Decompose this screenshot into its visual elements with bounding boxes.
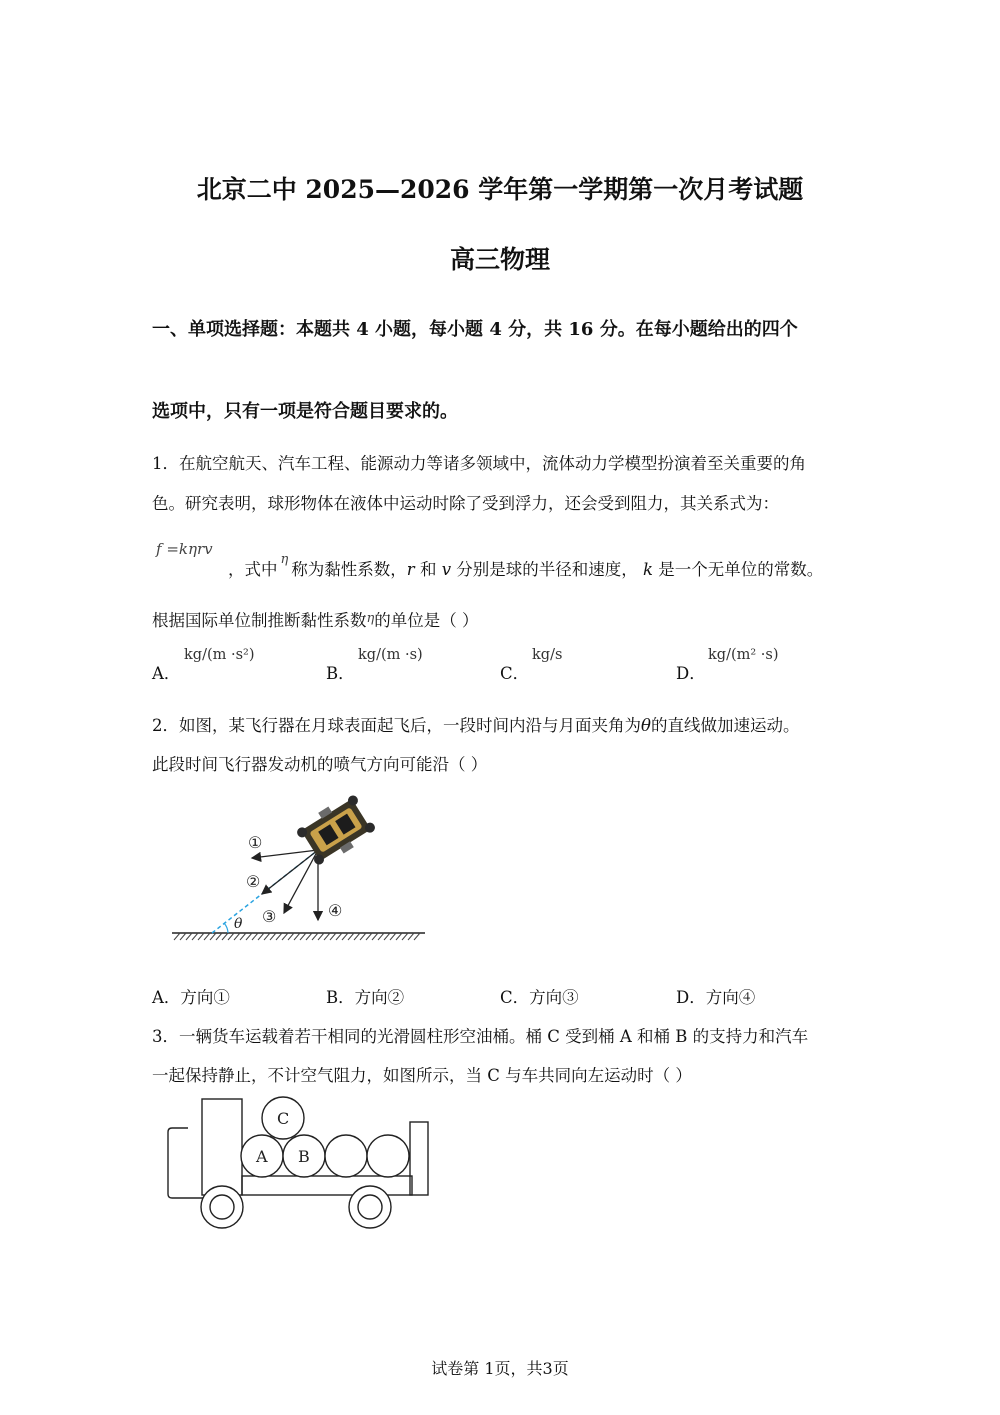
- q2-line1: 2．如图，某飞行器在月球表面起飞后，一段时间内沿与月面夹角为θ的直线做加速运动。: [152, 716, 800, 735]
- truck-figure: [160, 1092, 440, 1232]
- q2-option-d: D．方向④: [676, 988, 756, 1007]
- section-heading-line1: 一、单项选择题：本题共 4 小题，每小题 4 分，共 16 分。在每小题给出的四个: [152, 319, 798, 340]
- q2-option-b: B．方向②: [326, 988, 405, 1007]
- spacecraft-figure: [160, 790, 440, 950]
- q1-line4: 根据国际单位制推断黏性系数$^\eta$的单位是（ ）: [152, 611, 479, 630]
- section-heading-line2: 选项中，只有一项是符合题目要求的。: [152, 401, 458, 422]
- q1-option-d-unit: kg/(m² ·s): [708, 647, 779, 663]
- q1-option-a-label: A．: [152, 664, 181, 683]
- barrel-b-label: B: [298, 1147, 310, 1166]
- q3-line1: 3．一辆货车运载着若干相同的光滑圆柱形空油桶。桶 C 受到桶 A 和桶 B 的支持力和汽车: [152, 1027, 809, 1046]
- q1-line2: 色。研究表明，球形物体在液体中运动时除了受到浮力，还会受到阻力，其关系式为：: [152, 494, 779, 513]
- direction-2-label: ②: [246, 872, 261, 891]
- direction-1-label: ①: [248, 833, 263, 852]
- q2-option-a: A．方向①: [152, 988, 230, 1007]
- direction-4-label: ④: [328, 901, 343, 920]
- barrel-c-label: C: [277, 1109, 290, 1128]
- q1-option-b-label: B．: [326, 664, 355, 683]
- spacecraft-image: [294, 791, 379, 869]
- page-footer: 试卷第 1页，共3页: [431, 1359, 569, 1378]
- q1-formula: f =kηrv: [156, 540, 213, 558]
- q2-option-c: C．方向③: [500, 988, 579, 1007]
- angle-theta-label: θ: [234, 916, 243, 932]
- q1-option-a-unit: kg/(m ·s²): [184, 647, 255, 663]
- q1-option-d-label: D．: [676, 664, 706, 683]
- q1-line1: 1．在航空航天、汽车工程、能源动力等诸多领域中，流体动力学模型扮演着至关重要的角: [152, 454, 806, 473]
- exam-title: 北京二中 2025—2026 学年第一学期第一次月考试题: [196, 175, 804, 204]
- q1-option-b-unit: kg/(m ·s): [358, 647, 423, 663]
- direction-3-label: ③: [262, 907, 277, 926]
- q1-line3: ，式中$^\eta$称为黏性系数，r 和 v 分别是球的半径和速度， k 是一个无单位的常数。: [228, 552, 824, 579]
- exam-subtitle: 高三物理: [449, 245, 550, 274]
- q2-line2: 此段时间飞行器发动机的喷气方向可能沿（ ）: [152, 755, 488, 774]
- q3-line2: 一起保持静止，不计空气阻力，如图所示，当 C 与车共同向左运动时（ ）: [152, 1066, 692, 1085]
- barrel-a-label: A: [256, 1147, 268, 1166]
- eta-symbol: η: [280, 552, 289, 567]
- q1-option-c-unit: kg/s: [532, 647, 563, 663]
- q1-option-c-label: C．: [500, 664, 530, 683]
- eta-symbol-2: η: [366, 611, 375, 626]
